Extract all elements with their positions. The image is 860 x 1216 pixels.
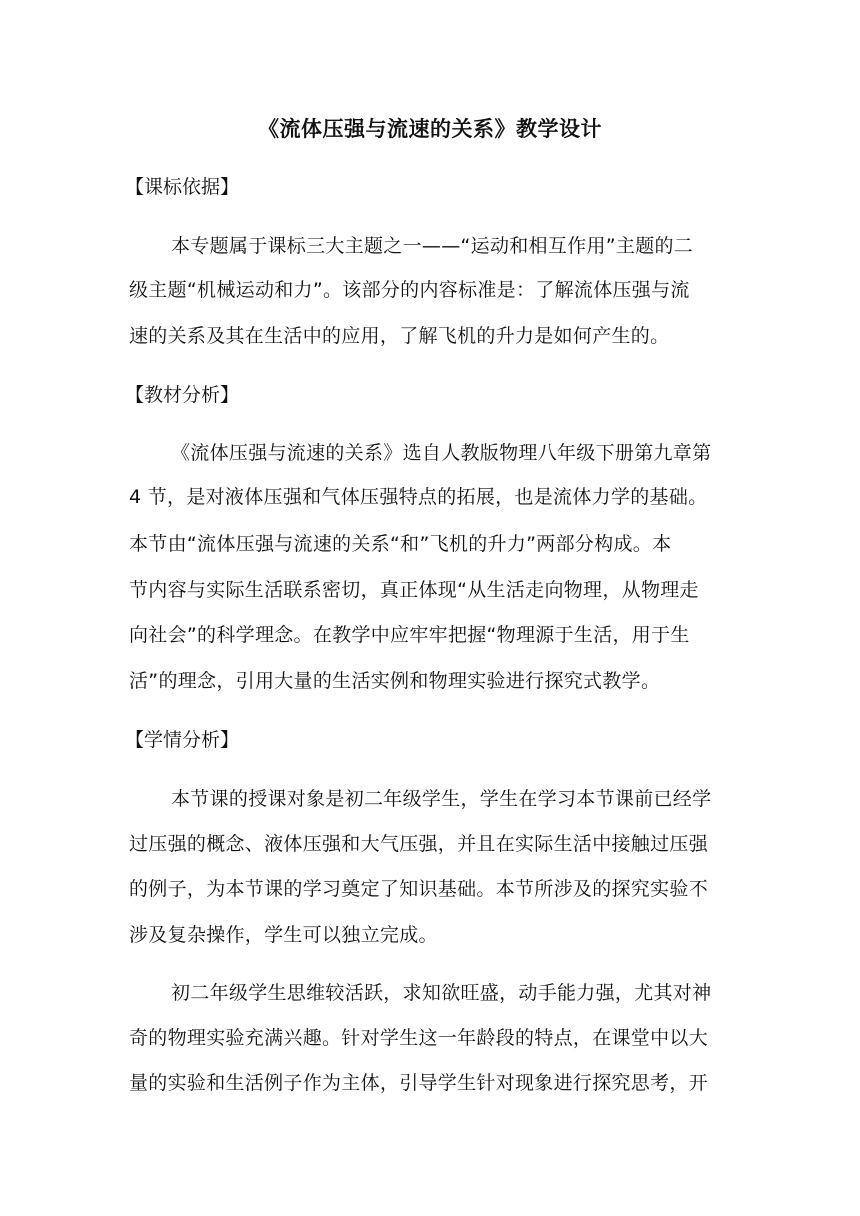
paragraph-line: 活”的理念，引用大量的生活实例和物理实验进行探究式教学。: [129, 670, 661, 692]
paragraph-line: 本节课的授课对象是初二年级学生，学生在学习本节课前已经学: [171, 788, 712, 810]
paragraph-line: 初二年级学生思维较活跃，求知欲旺盛，动手能力强，尤其对神: [171, 982, 712, 1004]
paragraph-line: 级主题“机械运动和力”。该部分的内容标准是：了解流体压强与流: [129, 279, 690, 301]
section-heading-curriculum-basis: 【课标依据】: [125, 176, 240, 198]
paragraph-line: 本节由“流体压强与流速的关系“和”飞机的升力”两部分构成。本: [129, 533, 672, 555]
paragraph-line: 节内容与实际生活联系密切，真正体现“从生活走向物理，从物理走: [129, 579, 699, 601]
paragraph-line: 奇的物理实验充满兴趣。针对学生这一年龄段的特点，在课堂中以大: [129, 1027, 709, 1049]
paragraph-line: 涉及复杂操作，学生可以独立完成。: [129, 924, 438, 946]
paragraph-line: 向社会”的科学理念。在教学中应牢牢把握“物理源于生活，用于生: [129, 624, 690, 646]
section-heading-textbook-analysis: 【教材分析】: [125, 384, 240, 406]
paragraph-line: 《流体压强与流速的关系》选自人教版物理八年级下册第九章第: [171, 442, 712, 464]
paragraph-line: 的例子，为本节课的学习奠定了知识基础。本节所涉及的探究实验不: [129, 878, 709, 900]
paragraph-line: 本专题属于课标三大主题之一——“运动和相互作用”主题的二: [171, 235, 694, 257]
paragraph-line: 4 节，是对液体压强和气体压强特点的拓展，也是流体力学的基础。: [129, 486, 708, 508]
document-title: 《流体压强与流速的关系》教学设计: [258, 117, 602, 141]
paragraph-line: 速的关系及其在生活中的应用，了解飞机的升力是如何产生的。: [129, 325, 670, 347]
section-heading-student-analysis: 【学情分析】: [125, 729, 240, 751]
paragraph-line: 量的实验和生活例子作为主体，引导学生针对现象进行探究思考，开: [129, 1072, 709, 1094]
paragraph-line: 过压强的概念、液体压强和大气压强，并且在实际生活中接触过压强: [129, 833, 709, 855]
